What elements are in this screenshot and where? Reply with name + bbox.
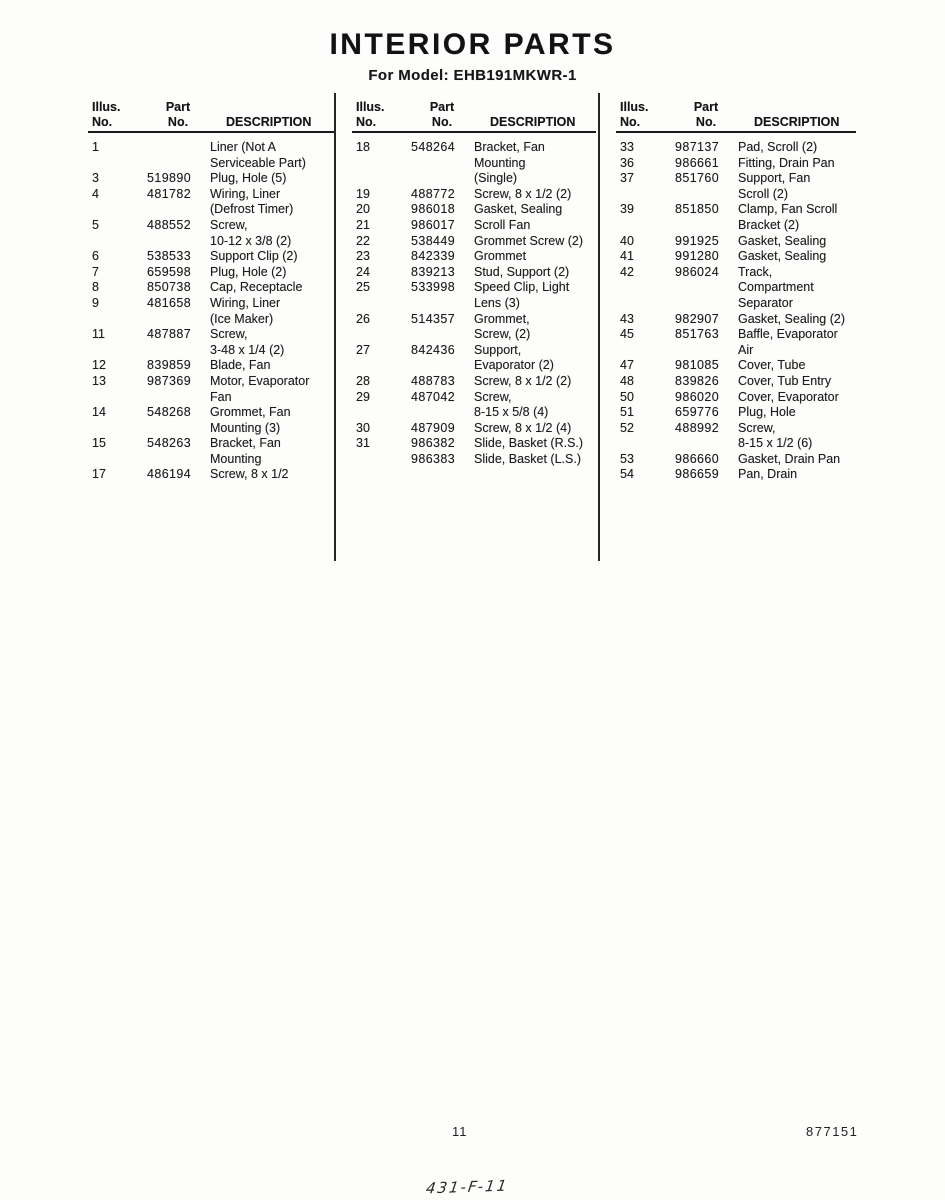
- parts-column-1: [88, 100, 334, 483]
- part-no-cell: 986661: [675, 155, 720, 170]
- parts-row: [88, 358, 334, 374]
- part-no-cell: 842436: [411, 342, 456, 357]
- parts-rows: [88, 133, 334, 483]
- header-illus-no: [616, 100, 674, 129]
- parts-row: [88, 374, 334, 405]
- illus-no-cell: 3: [92, 171, 99, 186]
- header-description: [738, 115, 856, 130]
- part-no-cell: 839213: [411, 264, 456, 279]
- parts-row: [616, 249, 856, 265]
- description-cell: Plug, Hole (5): [210, 171, 287, 186]
- part-no-cell: 986018: [411, 202, 456, 217]
- illus-no-cell: 54: [620, 467, 634, 482]
- description-cell: Pad, Scroll (2): [738, 140, 818, 154]
- description-cell: Clamp, Fan Scroll Bracket (2): [738, 202, 838, 232]
- part-no-cell: 514357: [411, 311, 456, 326]
- parts-row: [616, 390, 856, 406]
- part-no-cell: 842339: [411, 249, 456, 264]
- parts-row: [352, 202, 596, 218]
- document-number: 877151: [806, 1124, 859, 1139]
- part-no-cell: 851763: [675, 327, 720, 342]
- parts-row: [88, 140, 334, 171]
- part-no-cell: 982907: [675, 311, 720, 326]
- part-no-cell: 538449: [411, 233, 456, 248]
- parts-row: [88, 280, 334, 296]
- parts-row: [616, 327, 856, 358]
- description-cell: Grommet, Screw, (2): [474, 311, 531, 342]
- illus-no-cell: 31: [356, 436, 370, 451]
- header-part-no: [410, 100, 474, 129]
- part-no-cell: 487042: [411, 389, 456, 404]
- page-number: 11: [452, 1124, 468, 1139]
- part-no-cell: 487887: [147, 327, 192, 342]
- parts-row: [88, 187, 334, 218]
- header-illus-no-label: No.: [356, 114, 377, 129]
- description-cell: Screw, 3-48 x 1/4 (2): [210, 327, 285, 357]
- illus-no-cell: 5: [92, 217, 99, 232]
- table-header: [352, 100, 596, 133]
- description-cell: Liner (Not A Serviceable Part): [210, 140, 306, 170]
- part-no-cell: [146, 140, 210, 171]
- part-no-cell: 981085: [675, 358, 720, 373]
- description-cell: Gasket, Sealing (2): [738, 311, 845, 326]
- description-cell: Screw, 10-12 x 3/8 (2): [210, 217, 292, 248]
- illus-no-cell: 40: [620, 233, 634, 248]
- header-part-label: Part: [165, 100, 191, 114]
- parts-row: [352, 265, 596, 281]
- parts-row: [352, 374, 596, 390]
- description-cell: Cover, Tube: [738, 358, 806, 373]
- illus-no-cell: 25: [356, 280, 370, 295]
- description-cell: Fitting, Drain Pan: [738, 155, 835, 170]
- part-no-cell: 851760: [675, 171, 720, 186]
- page-title: INTERIOR PARTS: [329, 28, 616, 61]
- parts-row: [88, 405, 334, 436]
- illus-no-cell: 42: [620, 264, 634, 279]
- description-cell: Cap, Receptacle: [210, 280, 303, 295]
- illus-no-cell: 50: [620, 389, 634, 404]
- description-cell: Motor, Evaporator Fan: [210, 373, 310, 404]
- description-cell: Grommet, Fan Mounting (3): [210, 405, 291, 435]
- parts-row: [352, 280, 596, 311]
- part-no-cell: 986382 986383: [411, 436, 456, 466]
- description-cell: Cover, Evaporator: [738, 389, 839, 404]
- illus-no-cell: 12: [92, 358, 106, 373]
- part-no-cell: 991925: [675, 233, 720, 248]
- part-no-cell: 986660: [675, 451, 720, 466]
- header-part-no: [674, 100, 738, 129]
- illus-no-cell: 1: [92, 140, 99, 154]
- description-cell: Blade, Fan: [210, 358, 271, 373]
- parts-row: [616, 467, 856, 483]
- part-no-cell: 533998: [411, 280, 456, 295]
- description-cell: Scroll Fan: [474, 217, 531, 232]
- parts-row: [352, 218, 596, 234]
- illus-no-cell: 52: [620, 420, 634, 435]
- parts-row: [616, 405, 856, 421]
- part-no-cell: 548264: [411, 140, 456, 154]
- description-cell: Baffle, Evaporator Air: [738, 327, 838, 357]
- parts-row: [616, 265, 856, 312]
- description-cell: Gasket, Sealing: [738, 249, 827, 264]
- header-description: [210, 115, 334, 130]
- illus-no-cell: 14: [92, 405, 106, 420]
- description-cell: Track, Compartment Separator: [738, 264, 814, 310]
- part-no-cell: 991280: [675, 249, 720, 264]
- illus-no-cell: 43: [620, 311, 634, 326]
- illus-no-cell: 29: [356, 389, 370, 404]
- description-cell: Support, Evaporator (2): [474, 342, 554, 373]
- illus-no-cell: 39: [620, 202, 634, 217]
- header-part-no-label: No.: [167, 114, 189, 129]
- part-no-cell: 851850: [675, 202, 720, 217]
- description-cell: Screw, 8 x 1/2 (2): [474, 186, 572, 201]
- part-no-cell: 488992: [675, 420, 720, 435]
- part-no-cell: 519890: [147, 171, 192, 186]
- parts-row: [88, 327, 334, 358]
- header-part-no-label: No.: [695, 114, 717, 129]
- header-part-label: Part: [693, 100, 719, 114]
- parts-row: [88, 467, 334, 483]
- parts-row: [352, 436, 596, 467]
- description-cell: Screw, 8 x 1/2 (2): [474, 373, 572, 388]
- part-no-cell: 538533: [147, 249, 192, 264]
- column-divider: [598, 93, 600, 561]
- illus-no-cell: 7: [92, 264, 99, 279]
- part-no-cell: 488552: [147, 217, 192, 232]
- parts-row: [616, 234, 856, 250]
- parts-row: [352, 421, 596, 437]
- parts-row: [352, 343, 596, 374]
- header-illus-no-label: No.: [620, 114, 641, 129]
- part-no-cell: 548268: [147, 405, 192, 420]
- description-cell: Wiring, Liner (Ice Maker): [210, 295, 281, 326]
- illus-no-cell: 48: [620, 373, 634, 388]
- illus-no-cell: 22: [356, 233, 370, 248]
- description-cell: Support Clip (2): [210, 249, 298, 264]
- header-illus-label: Illus.: [92, 100, 121, 114]
- illus-no-cell: 36: [620, 155, 634, 170]
- illus-no-cell: 18: [356, 140, 370, 154]
- parts-row: [616, 171, 856, 202]
- part-no-cell: 986659: [675, 467, 720, 482]
- parts-row: [88, 436, 334, 467]
- illus-no-cell: 27: [356, 342, 370, 357]
- description-cell: Cover, Tub Entry: [738, 373, 832, 388]
- parts-row: [616, 312, 856, 328]
- table-header: [616, 100, 856, 133]
- part-no-cell: 850738: [147, 280, 192, 295]
- illus-no-cell: 11: [92, 327, 105, 342]
- header-part-no: [146, 100, 210, 129]
- header-illus-no: [352, 100, 410, 129]
- title-block: [0, 28, 945, 84]
- illus-no-cell: 21: [356, 217, 370, 232]
- illus-no-cell: 28: [356, 373, 370, 388]
- illus-no-cell: 24: [356, 264, 370, 279]
- illus-no-cell: 53: [620, 451, 634, 466]
- illus-no-cell: 6: [92, 249, 99, 264]
- illus-no-cell: 30: [356, 420, 370, 435]
- part-no-cell: 986017: [411, 217, 456, 232]
- illus-no-cell: 17: [92, 467, 106, 482]
- part-no-cell: 987369: [147, 373, 192, 388]
- description-cell: Stud, Support (2): [474, 264, 570, 279]
- illus-no-cell: 9: [92, 295, 99, 310]
- parts-row: [352, 234, 596, 250]
- part-no-cell: 481782: [147, 186, 192, 201]
- description-cell: Bracket, Fan Mounting (Single): [474, 140, 545, 186]
- table-header: [88, 100, 334, 133]
- handwritten-note: 431-F-11: [424, 1176, 510, 1198]
- illus-no-cell: 4: [92, 186, 99, 201]
- illus-no-cell: 13: [92, 373, 106, 388]
- illus-no-cell: 19: [356, 186, 370, 201]
- parts-row: [616, 452, 856, 468]
- header-illus-label: Illus.: [356, 100, 385, 114]
- illus-no-cell: 41: [620, 249, 634, 264]
- part-no-cell: 486194: [147, 467, 192, 482]
- description-cell: Screw, 8-15 x 5/8 (4): [474, 389, 549, 420]
- part-no-cell: 987137: [675, 140, 720, 154]
- parts-row: [352, 187, 596, 203]
- illus-no-cell: 33: [620, 140, 634, 154]
- part-no-cell: 481658: [147, 295, 192, 310]
- illus-no-cell: 51: [620, 405, 634, 420]
- description-cell: Slide, Basket (R.S.) Slide, Basket (L.S.): [474, 436, 584, 466]
- part-no-cell: 986024: [675, 264, 720, 279]
- description-cell: Support, Fan Scroll (2): [738, 171, 811, 201]
- part-no-cell: 839859: [147, 358, 192, 373]
- header-part-label: Part: [429, 100, 455, 114]
- part-no-cell: 548263: [147, 436, 192, 451]
- part-no-cell: 487909: [411, 420, 456, 435]
- parts-row: [616, 421, 856, 452]
- illus-no-cell: 8: [92, 280, 99, 295]
- column-divider: [334, 93, 336, 561]
- illus-no-cell: 20: [356, 202, 370, 217]
- description-cell: Speed Clip, Light Lens (3): [474, 280, 570, 310]
- header-part-no-label: No.: [431, 114, 453, 129]
- description-cell: Grommet: [474, 249, 527, 264]
- part-no-cell: 488772: [411, 186, 456, 201]
- illus-no-cell: 15: [92, 436, 106, 451]
- parts-row: [88, 249, 334, 265]
- description-cell: Pan, Drain: [738, 467, 798, 482]
- description-cell: Gasket, Sealing: [738, 233, 827, 248]
- illus-no-cell: 37: [620, 171, 634, 186]
- parts-column-3: [616, 100, 856, 483]
- description-cell: Plug, Hole (2): [210, 264, 287, 279]
- parts-row: [88, 171, 334, 187]
- header-description-label: DESCRIPTION: [226, 114, 312, 129]
- parts-row: [616, 202, 856, 233]
- parts-rows: [352, 133, 596, 467]
- parts-rows: [616, 133, 856, 483]
- description-cell: Screw, 8 x 1/2: [210, 467, 289, 482]
- parts-row: [352, 249, 596, 265]
- parts-row: [616, 156, 856, 172]
- header-description-label: DESCRIPTION: [754, 114, 840, 129]
- parts-column-2: [352, 100, 596, 467]
- illus-no-cell: 47: [620, 358, 634, 373]
- parts-row: [88, 296, 334, 327]
- description-cell: Screw, 8-15 x 1/2 (6): [738, 420, 813, 451]
- illus-no-cell: 45: [620, 327, 634, 342]
- description-cell: Grommet Screw (2): [474, 233, 584, 248]
- parts-row: [616, 358, 856, 374]
- description-cell: Bracket, Fan Mounting: [210, 436, 281, 466]
- parts-row: [352, 312, 596, 343]
- description-cell: Wiring, Liner (Defrost Timer): [210, 186, 294, 217]
- header-illus-no: [88, 100, 146, 129]
- part-no-cell: 488783: [411, 373, 456, 388]
- header-description: [474, 115, 596, 130]
- parts-row: [352, 140, 596, 187]
- illus-no-cell: 23: [356, 249, 370, 264]
- parts-row: [352, 390, 596, 421]
- description-cell: Screw, 8 x 1/2 (4): [474, 420, 572, 435]
- parts-row: [88, 265, 334, 281]
- parts-row: [616, 140, 856, 156]
- parts-row: [616, 374, 856, 390]
- description-cell: Gasket, Sealing: [474, 202, 563, 217]
- part-no-cell: 659598: [147, 264, 192, 279]
- illus-no-cell: 26: [356, 311, 370, 326]
- description-cell: Plug, Hole: [738, 405, 796, 420]
- part-no-cell: 659776: [675, 405, 720, 420]
- header-illus-label: Illus.: [620, 100, 649, 114]
- header-description-label: DESCRIPTION: [490, 114, 576, 129]
- part-no-cell: 986020: [675, 389, 720, 404]
- parts-row: [88, 218, 334, 249]
- header-illus-no-label: No.: [92, 114, 113, 129]
- part-no-cell: 839826: [675, 373, 720, 388]
- page-subtitle: For Model: EHB191MKWR-1: [368, 67, 577, 84]
- description-cell: Gasket, Drain Pan: [738, 451, 841, 466]
